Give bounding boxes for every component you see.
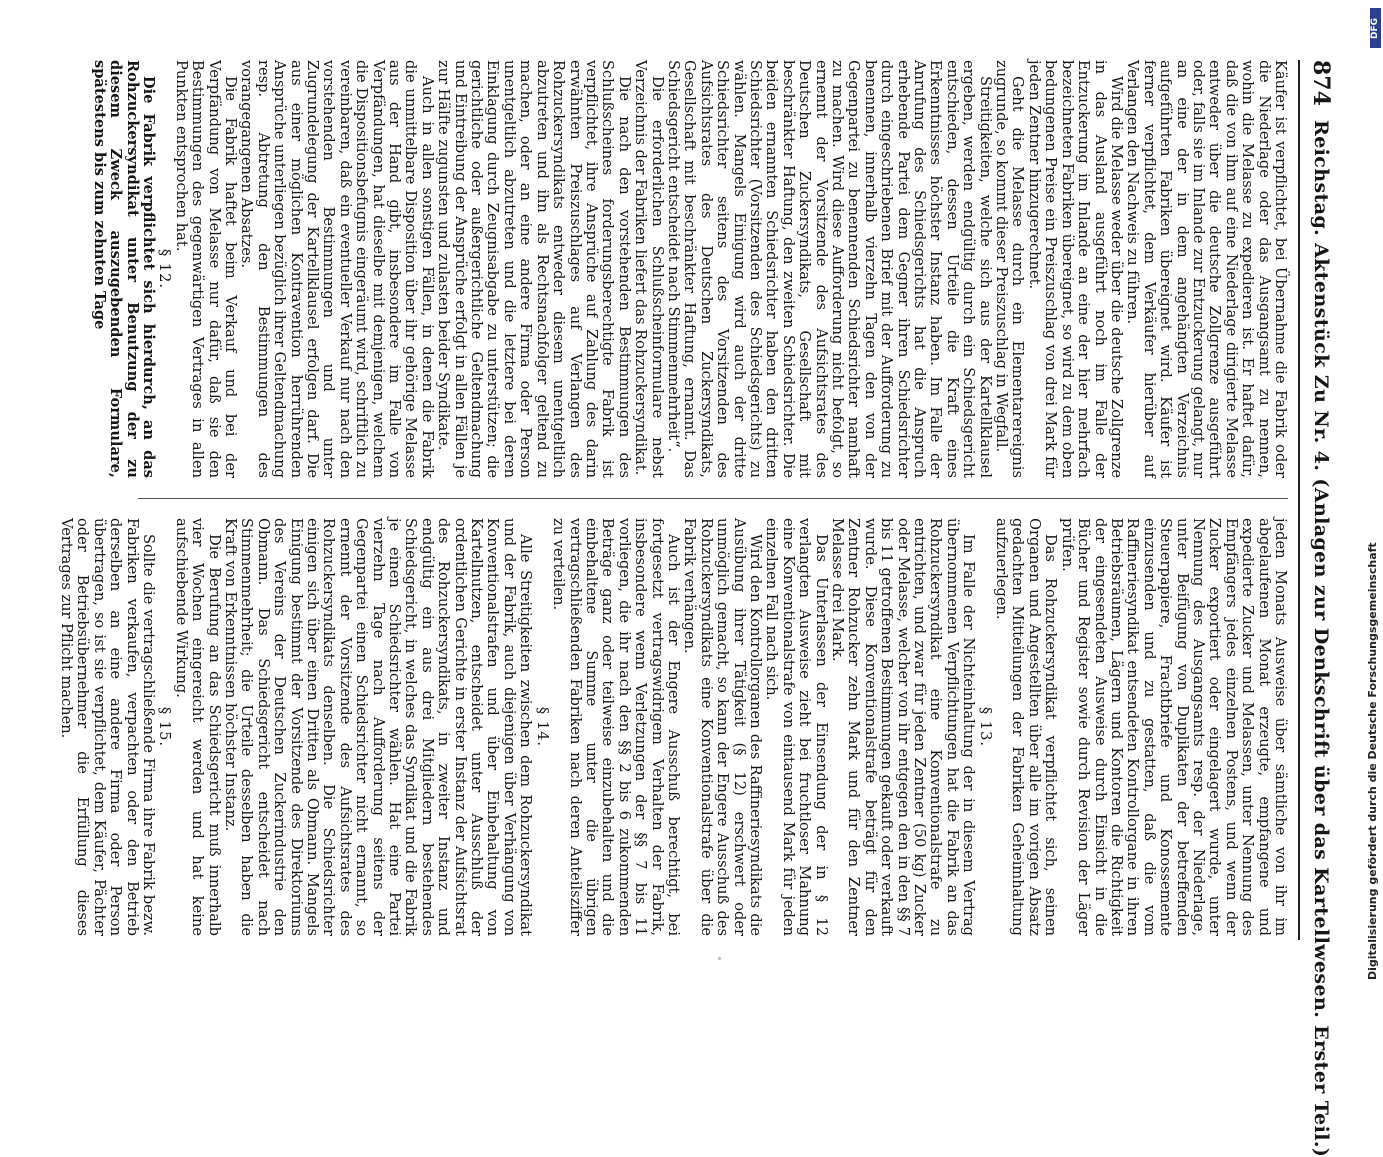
- paragraph: Auch ist der Engere Ausschuß berechtigt, bei fortgesetzt vertragswidrigem Verhalten der Fabrik, insbesondere wenn Verletzungen der §§ 7 bis 11 vorliegen, die ihr nach den §§ 2 bis 6 zukommenden Beträge ganz oder teilweise einzubehalten und die einbehaltene Summe unter die übrigen vertragschließenden Fabriken nach deren Anteilsziffer zu verteilen.: [550, 518, 682, 936]
- paragraph: Streitigkeiten, welche sich aus der Kartellklausel ergeben, werden endgültig durch ein Schiedsgericht entschieden, dessen Urteile die Kraft eines Erkenntnisses höchster Instanz haben. Im Falle der Anrufung des Schiedsgerichts hat die Anspruch erhebende Partei dem Gegner ihren Schiedsrichter durch eingeschriebenen Brief mit der Aufforderung zu benennen, innerhalb vierzehn Tagen den von der Gegenpartei zu benennenden Schiedsrichter namhaft zu machen. Wird diese Aufforderung nicht befolgt, so ernennt der Vorsitzende des Aufsichtsrates des Deutschen Zuckersyndikats, Gesellschaft mit beschränkter Haftung, den zweiten Schiedsrichter. Die beiden ernannten Schiedsrichter haben den dritten Schiedsrichter (Vorsitzenden des Schiedsgerichts) zu wählen. Mangels Einigung wird auch der dritte Schiedsrichter seitens des Vorsitzenden des Aufsichtsrates des Deutschen Zuckersyndikats, Gesellschaft mit beschränkter Haftung, ernannt. Das Schiedsgericht entscheidet nach Stimmenmehrheit“.: [664, 60, 994, 478]
- page-number: 874: [1308, 60, 1334, 106]
- paragraph: Die Berufung an das Schiedsgericht muß innerhalb vier Wochen eingereicht werden und hat keine aufschiebende Wirkung.: [172, 518, 223, 936]
- scan-speck: [718, 957, 721, 960]
- paragraph: Das Rohzuckersyndikat verpflichtet sich, seinen Organen und Angestellten über alle im vorigen Absatz gedachten Mitteilungen der Fabriken Geheimhaltung aufzuerlegen.: [993, 518, 1060, 936]
- paragraph: Die Fabrik verpflichtet sich hierdurch, an das Rohzuckersyndikat unter Benutzung der zu diesem Zweck auszugebenden Formulare, spätestens bis zum zehnten Tage: [90, 60, 157, 478]
- right-column: [57, 518, 1289, 936]
- paragraph: Käufer ist verpflichtet, bei Übernahme die Fabrik oder die Niederlage oder das Ausgangsamt zu nennen, wohin die Melasse zu expedieren ist. Er haftet dafür, daß die von ihm auf eine Niederlage dirigierte Melasse entweder über die deutsche Zollgrenze ausgeführt oder, falls sie im Inlande zur Entzuckerung gelangt, nur an eine der in dem angehängten Verzeichnis aufgeführten Fabriken übereignet wird. Käufer ist ferner verpflichtet, dem Verkäufer hierüber auf Verlangen den Nachweis zu führen.: [1124, 60, 1289, 478]
- paragraph: Wird den Kontrollorganen des Raffineriesyndikats die Ausübung ihrer Tätigkeit (§ 12) erschwert oder unmöglich gemacht, so kann der Engere Ausschuß des Rohzuckersyndikats eine Konventionalstrafe über die Fabrik verhängen.: [681, 518, 764, 936]
- paragraph: Alle Streitigkeiten zwischen dem Rohzuckersyndikat und der Fabrik, auch diejenigen über Verhängung von Konventionalstrafen und über Einbehaltung von Kartellnutzen, entscheidet unter Ausschluß der ordentlichen Gerichte in erster Instanz der Aufsichtsrat des Rohzuckersyndikats, in zweiter Instanz und endgültig ein aus drei Mitgliedern bestehendes Schiedsgericht, in welches das Syndikat und die Fabrik je einen Schiedsrichter wählen. Hat eine Partei vierzehn Tage nach Aufforderung seitens der Gegenpartei einen Schiedsrichter nicht ernannt, so ernennt der Vorsitzende des Aufsichtsrates des Rohzuckersyndikats denselben. Die Schiedsrichter einigen sich über einen Dritten als Obmann. Mangels Einigung bestimmt der Vorsitzende des Direktoriums des Vereins der Deutschen Zuckerindustrie den Obmann. Das Schiedsgericht entscheidet nach Stimmenmehrheit; die Urteile desselben haben die Kraft von Erkenntnissen höchster Instanz.: [222, 518, 535, 936]
- paragraph: Sollte die vertragschließende Firma ihre Fabrik bezw. Fabriken verkaufen, verpachten oder den Betrieb derselben an eine andere Firma oder Person übertragen, so ist sie verpflichtet, dem Käufer, Pächter oder Betriebsübernehmer die Erfüllung dieses Vertrages zur Pflicht machen.: [57, 518, 157, 936]
- header-rule: [1298, 60, 1300, 940]
- dfg-logo: DFG: [1370, 8, 1381, 48]
- paragraph: Im Falle der Nichteinhaltung der in diesem Vertrag übernommenen Verpflichtungen hat die Fabrik an das Rohzuckersyndikat eine Konventionalstrafe zu entrichten, und zwar für jeden Zentner (50 kg) Zucker oder Melasse, welcher von ihr entgegen den in den §§ 7 bis 11 getroffenen Bestimmungen gekauft oder verkauft wurde. Diese Konventionalstrafe beträgt für den Zentner Rohzucker zehn Mark und für den Zentner Melasse drei Mark.: [829, 518, 978, 936]
- digitization-credit: Digitalisierung gefördert durch die Deutsche Forschungsgemeinschaft: [1366, 542, 1379, 980]
- paragraph: Das Unterlassen der Einsendung der in § 12 verlangten Ausweise zieht bei fruchtloser Mahnung eine Konventionalstrafe von eintausend Mark für jeden einzelnen Fall nach sich.: [763, 518, 830, 936]
- paragraph: jeden Monats Ausweise über sämtliche von ihr im abgelaufenen Monat erzeugte, empfangene und expedierte Zucker und Melassen, unter Nennung des Empfängers jedes einzelnen Postens, und wenn der Zucker exportiert oder eingelagert wurde, unter Nennung des Ausgangsamts resp. der Niederlage, unter Beifügung von Duplikaten der betreffenden Steuerpapiere, Frachtbriefe und Konossemente einzusenden und zu gestatten, daß die vom Raffineriesyndikat entsendeten Kontrollorgane in ihren Betriebsräumen, Lägern und Kontoren die Richtigkeit der eingesendeten Ausweise durch Einsicht in die Bücher und Register sowie durch Revision der Läger prüfen.: [1058, 518, 1289, 936]
- section-heading-13: § 13.: [976, 706, 994, 748]
- section-heading-12: § 12.: [156, 248, 174, 290]
- left-column: [78, 60, 1288, 478]
- rotated-document-page: [57, 60, 1340, 1157]
- paragraph: Die nach den vorstehenden Bestimmungen des Schlußscheines forderungsberechtigte Fabrik ist verpflichtet, ihre Ansprüche auf Zahlung des darin erwähnten Preiszuschlages auf Verlangen des Rohzuckersyndikats entweder diesem unentgeltlich abzutreten und ihn als Rechtsnachfolger geltend zu machen, oder an eine andere Firma oder Person unentgeltlich abzutreten und die letztere bei deren Einklagung durch Zeugnisabgabe zu unterstützen; die gerichtliche oder außergerichtliche Geltendmachung und Eintreibung der Ansprüche erfolgt in allen Fällen je zur Hälfte zugunsten und zulasten beider Syndikate.: [435, 60, 633, 478]
- paragraph: Die Fabrik haftet beim Verkauf und bei der Verpfändung von Melasse nur dafür, daß sie den Bestimmungen des gegenwärtigen Vertrages in allen Punkten entsprochen hat.: [172, 60, 239, 478]
- page-header: [1296, 60, 1340, 1157]
- column-divider: [138, 498, 1288, 499]
- paragraph: Auch in allen sonstigen Fällen, in denen die Fabrik die unmittelbare Disposition über ihr gehörige Melasse aus der Hand gibt, insbesondere im Falle von Verpfändungen, hat dieselbe mit demjenigen, welchem die Dispositionsbefugnis eingeräumt wird, schriftlich zu vereinbaren, daß ein eventueller Verkauf nur nach den vorstehenden Bestimmungen und unter Zugrundelegung der Kartellklausel erfolgen darf. Die aus einer möglichen Kontravention herrührenden Ansprüche unterliegen bezüglich ihrer Geltendmachung resp. Abtretung den Bestimmungen des vorangegangenen Absatzes.: [238, 60, 436, 478]
- section-heading-14: § 14.: [533, 706, 551, 748]
- paragraph: Geht die Melasse durch ein Elementarereignis zugrunde, so kommt dieser Preiszuschlag in Wegfall.: [993, 60, 1027, 478]
- section-heading-15: § 15.: [156, 706, 174, 748]
- paragraph: Die erforderlichen Schlußscheinformulare nebst Verzeichnis der Fabriken liefert das Rohzuckersyndikat.: [632, 60, 666, 478]
- paragraph: Wird die Melasse weder über die deutsche Zollgrenze in das Ausland ausgeführt noch im Falle der Entzuckerung im Inlande an eine der hier mehrfach bezeichneten Fabriken übereignet, so wird zu dem oben bedungenen Preise ein Preiszuschlag von drei Mark für jeden Zentner hinzugerechnet.: [1025, 60, 1125, 478]
- running-title: Reichstag. Aktenstück Zu Nr. 4. (Anlagen zur Denkschrift über das Kartellwesen. Erster Teil.): [1310, 120, 1332, 1157]
